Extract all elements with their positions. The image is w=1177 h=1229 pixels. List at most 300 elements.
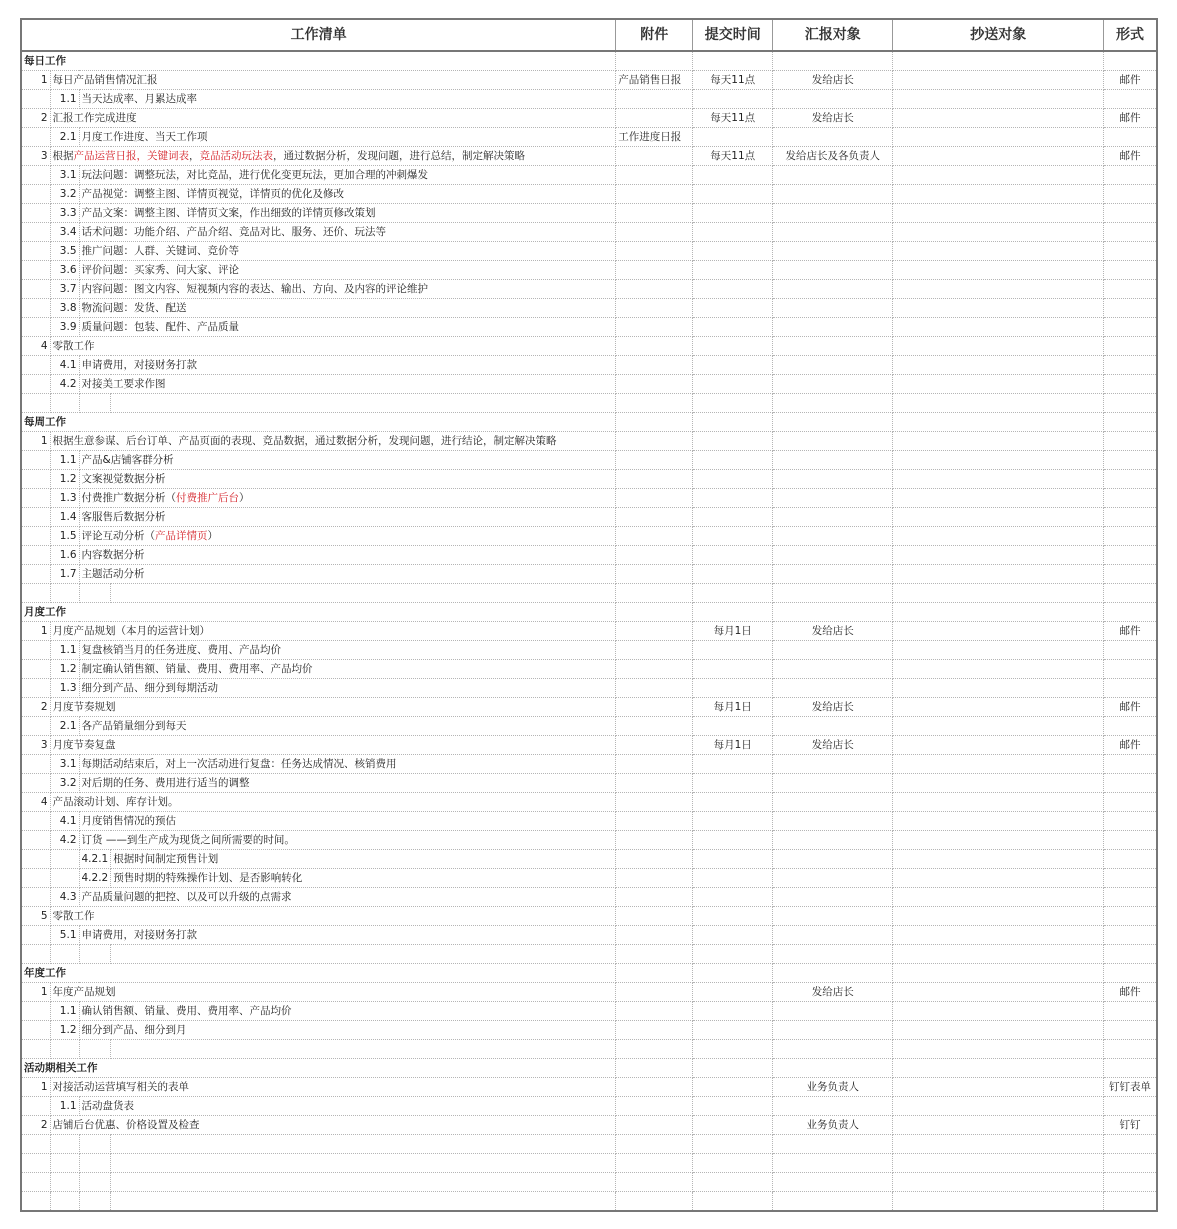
cc-cell[interactable] — [893, 641, 1104, 660]
indent-cell[interactable] — [21, 470, 50, 489]
task-text[interactable]: 订货 ——到生产成为现货之间所需要的时间。 — [79, 831, 616, 850]
indent-cell[interactable] — [21, 223, 50, 242]
task-number[interactable]: 4 — [21, 337, 50, 356]
attachment-cell[interactable] — [616, 546, 693, 565]
attachment-cell[interactable] — [616, 223, 693, 242]
task-text[interactable]: 制定确认销售额、销量、费用、费用率、产品均价 — [79, 660, 616, 679]
blank-cell[interactable] — [50, 1040, 79, 1059]
format-cell[interactable] — [1104, 641, 1157, 660]
report-cell[interactable] — [773, 1192, 893, 1212]
task-text[interactable]: 汇报工作完成进度 — [50, 109, 616, 128]
format-cell[interactable] — [1104, 964, 1157, 983]
task-number[interactable]: 3.8 — [50, 299, 79, 318]
report-cell[interactable] — [773, 964, 893, 983]
attachment-cell[interactable] — [616, 850, 693, 869]
format-cell[interactable] — [1104, 945, 1157, 964]
time-cell[interactable] — [693, 375, 773, 394]
cc-cell[interactable] — [893, 907, 1104, 926]
cc-cell[interactable] — [893, 812, 1104, 831]
cc-cell[interactable] — [893, 394, 1104, 413]
cc-cell[interactable] — [893, 869, 1104, 888]
task-text[interactable]: 内容数据分析 — [79, 546, 616, 565]
section-title[interactable]: 年度工作 — [21, 964, 616, 983]
blank-cell[interactable] — [111, 394, 616, 413]
attachment-cell[interactable] — [616, 1192, 693, 1212]
attachment-cell[interactable] — [616, 831, 693, 850]
header-format[interactable]: 形式 — [1104, 19, 1157, 51]
format-cell[interactable] — [1104, 375, 1157, 394]
cc-cell[interactable] — [893, 223, 1104, 242]
cc-cell[interactable] — [893, 1173, 1104, 1192]
attachment-cell[interactable] — [616, 280, 693, 299]
report-cell[interactable] — [773, 565, 893, 584]
cc-cell[interactable] — [893, 983, 1104, 1002]
cc-cell[interactable] — [893, 774, 1104, 793]
indent-cell[interactable] — [21, 546, 50, 565]
cc-cell[interactable] — [893, 1021, 1104, 1040]
attachment-cell[interactable] — [616, 603, 693, 622]
attachment-cell[interactable] — [616, 907, 693, 926]
format-cell[interactable] — [1104, 1040, 1157, 1059]
cc-cell[interactable] — [893, 584, 1104, 603]
time-cell[interactable] — [693, 679, 773, 698]
report-cell[interactable]: 发给店长 — [773, 109, 893, 128]
attachment-cell[interactable] — [616, 622, 693, 641]
indent-cell[interactable] — [21, 1002, 50, 1021]
attachment-cell[interactable] — [616, 736, 693, 755]
time-cell[interactable] — [693, 242, 773, 261]
task-text[interactable]: 产品视觉：调整主图、详情页视觉，详情页的优化及修改 — [79, 185, 616, 204]
task-text[interactable]: 话术问题：功能介绍、产品介绍、竞品对比、服务、还价、玩法等 — [79, 223, 616, 242]
task-text[interactable]: 产品滚动计划、库存计划。 — [50, 793, 616, 812]
time-cell[interactable] — [693, 413, 773, 432]
section-title[interactable]: 每日工作 — [21, 51, 616, 71]
format-cell[interactable] — [1104, 356, 1157, 375]
format-cell[interactable] — [1104, 432, 1157, 451]
report-cell[interactable] — [773, 1021, 893, 1040]
time-cell[interactable] — [693, 1192, 773, 1212]
cc-cell[interactable] — [893, 831, 1104, 850]
task-text[interactable]: 细分到产品、细分到月 — [79, 1021, 616, 1040]
report-cell[interactable] — [773, 812, 893, 831]
format-cell[interactable] — [1104, 204, 1157, 223]
report-cell[interactable] — [773, 1040, 893, 1059]
time-cell[interactable] — [693, 451, 773, 470]
task-text[interactable]: 产品质量问题的把控、以及可以升级的点需求 — [79, 888, 616, 907]
cc-cell[interactable] — [893, 964, 1104, 983]
time-cell[interactable] — [693, 945, 773, 964]
report-cell[interactable] — [773, 128, 893, 147]
attachment-cell[interactable] — [616, 584, 693, 603]
time-cell[interactable] — [693, 964, 773, 983]
time-cell[interactable]: 每月1日 — [693, 622, 773, 641]
format-cell[interactable] — [1104, 451, 1157, 470]
task-text[interactable]: 每期活动结束后，对上一次活动进行复盘：任务达成情况、核销费用 — [79, 755, 616, 774]
task-text[interactable] — [79, 527, 616, 546]
header-attachment[interactable]: 附件 — [616, 19, 693, 51]
task-text[interactable]: 对后期的任务、费用进行适当的调整 — [79, 774, 616, 793]
cc-cell[interactable] — [893, 280, 1104, 299]
cc-cell[interactable] — [893, 432, 1104, 451]
task-text[interactable]: 产品文案：调整主图、详情页文案，作出细致的详情页修改策划 — [79, 204, 616, 223]
task-number[interactable]: 1 — [21, 432, 50, 451]
indent-cell[interactable] — [21, 375, 50, 394]
indent-cell[interactable] — [21, 850, 50, 869]
task-number[interactable]: 2.1 — [50, 717, 79, 736]
task-number[interactable]: 4.1 — [50, 356, 79, 375]
time-cell[interactable] — [693, 641, 773, 660]
format-cell[interactable] — [1104, 337, 1157, 356]
cc-cell[interactable] — [893, 546, 1104, 565]
indent-cell[interactable] — [21, 204, 50, 223]
blank-cell[interactable] — [21, 1040, 50, 1059]
report-cell[interactable]: 发给店长及各负责人 — [773, 147, 893, 166]
report-cell[interactable] — [773, 508, 893, 527]
blank-cell[interactable] — [79, 394, 111, 413]
cc-cell[interactable] — [893, 299, 1104, 318]
time-cell[interactable] — [693, 1116, 773, 1135]
blank-cell[interactable] — [79, 1040, 111, 1059]
task-number[interactable]: 1.2 — [50, 470, 79, 489]
report-cell[interactable]: 发给店长 — [773, 698, 893, 717]
time-cell[interactable] — [693, 51, 773, 71]
report-cell[interactable] — [773, 546, 893, 565]
indent-cell[interactable] — [21, 565, 50, 584]
report-cell[interactable] — [773, 831, 893, 850]
report-cell[interactable] — [773, 356, 893, 375]
time-cell[interactable] — [693, 660, 773, 679]
attachment-cell[interactable] — [616, 793, 693, 812]
report-cell[interactable] — [773, 394, 893, 413]
time-cell[interactable] — [693, 983, 773, 1002]
format-cell[interactable]: 邮件 — [1104, 147, 1157, 166]
attachment-cell[interactable] — [616, 1078, 693, 1097]
format-cell[interactable]: 钉钉 — [1104, 1116, 1157, 1135]
attachment-cell[interactable] — [616, 774, 693, 793]
attachment-cell[interactable] — [616, 451, 693, 470]
task-text[interactable]: 产品&店铺客群分析 — [79, 451, 616, 470]
report-cell[interactable]: 业务负责人 — [773, 1078, 893, 1097]
attachment-cell[interactable] — [616, 641, 693, 660]
task-text[interactable] — [79, 489, 616, 508]
indent-cell[interactable] — [21, 489, 50, 508]
time-cell[interactable] — [693, 356, 773, 375]
cc-cell[interactable] — [893, 1192, 1104, 1212]
cc-cell[interactable] — [893, 1097, 1104, 1116]
blank-cell[interactable] — [21, 1173, 50, 1192]
blank-cell[interactable] — [50, 1154, 79, 1173]
indent-cell[interactable] — [21, 451, 50, 470]
blank-cell[interactable] — [50, 1135, 79, 1154]
report-cell[interactable] — [773, 299, 893, 318]
format-cell[interactable] — [1104, 907, 1157, 926]
format-cell[interactable] — [1104, 166, 1157, 185]
time-cell[interactable] — [693, 508, 773, 527]
task-number[interactable]: 1.6 — [50, 546, 79, 565]
task-number[interactable]: 1 — [21, 1078, 50, 1097]
format-cell[interactable] — [1104, 1097, 1157, 1116]
indent-cell[interactable] — [21, 926, 50, 945]
attachment-cell[interactable] — [616, 242, 693, 261]
attachment-cell[interactable] — [616, 51, 693, 71]
attachment-cell[interactable] — [616, 1154, 693, 1173]
blank-cell[interactable] — [50, 1173, 79, 1192]
attachment-cell[interactable] — [616, 432, 693, 451]
cc-cell[interactable] — [893, 166, 1104, 185]
attachment-cell[interactable] — [616, 470, 693, 489]
blank-cell[interactable] — [21, 584, 50, 603]
indent-cell[interactable] — [21, 755, 50, 774]
attachment-cell[interactable] — [616, 698, 693, 717]
attachment-cell[interactable] — [616, 1135, 693, 1154]
format-cell[interactable] — [1104, 1021, 1157, 1040]
cc-cell[interactable] — [893, 565, 1104, 584]
blank-cell[interactable] — [50, 945, 79, 964]
task-number[interactable]: 2.1 — [50, 128, 79, 147]
cc-cell[interactable] — [893, 660, 1104, 679]
report-cell[interactable] — [773, 774, 893, 793]
time-cell[interactable] — [693, 1021, 773, 1040]
indent-cell[interactable] — [21, 641, 50, 660]
format-cell[interactable] — [1104, 546, 1157, 565]
time-cell[interactable] — [693, 888, 773, 907]
time-cell[interactable] — [693, 204, 773, 223]
task-text[interactable]: 复盘核销当月的任务进度、费用、产品均价 — [79, 641, 616, 660]
task-text[interactable]: 质量问题：包装、配件、产品质量 — [79, 318, 616, 337]
report-cell[interactable] — [773, 1002, 893, 1021]
attachment-cell[interactable] — [616, 1097, 693, 1116]
task-number[interactable]: 4.2.1 — [79, 850, 111, 869]
report-cell[interactable]: 发给店长 — [773, 736, 893, 755]
indent-cell[interactable] — [21, 356, 50, 375]
time-cell[interactable]: 每月1日 — [693, 698, 773, 717]
time-cell[interactable] — [693, 337, 773, 356]
format-cell[interactable] — [1104, 1059, 1157, 1078]
task-text[interactable]: 根据时间制定预售计划 — [111, 850, 616, 869]
report-cell[interactable] — [773, 907, 893, 926]
attachment-cell[interactable] — [616, 337, 693, 356]
task-text[interactable]: 对接美工要求作图 — [79, 375, 616, 394]
indent-cell[interactable] — [21, 717, 50, 736]
cc-cell[interactable] — [893, 1116, 1104, 1135]
indent-cell[interactable] — [21, 812, 50, 831]
task-text[interactable]: 店铺后台优惠、价格设置及检查 — [50, 1116, 616, 1135]
cc-cell[interactable] — [893, 204, 1104, 223]
attachment-cell[interactable] — [616, 489, 693, 508]
format-cell[interactable] — [1104, 128, 1157, 147]
cc-cell[interactable] — [893, 185, 1104, 204]
time-cell[interactable] — [693, 299, 773, 318]
task-text[interactable]: 零散工作 — [50, 907, 616, 926]
attachment-cell[interactable] — [616, 185, 693, 204]
cc-cell[interactable] — [893, 508, 1104, 527]
attachment-cell[interactable] — [616, 926, 693, 945]
attachment-cell[interactable] — [616, 717, 693, 736]
blank-cell[interactable] — [79, 584, 111, 603]
task-number[interactable]: 2 — [21, 109, 50, 128]
time-cell[interactable] — [693, 527, 773, 546]
time-cell[interactable] — [693, 869, 773, 888]
indent-cell[interactable] — [21, 242, 50, 261]
header-checklist[interactable]: 工作清单 — [21, 19, 616, 51]
task-text[interactable]: 月度节奏规划 — [50, 698, 616, 717]
task-number[interactable]: 3.4 — [50, 223, 79, 242]
format-cell[interactable] — [1104, 717, 1157, 736]
section-title[interactable]: 每周工作 — [21, 413, 616, 432]
indent-cell[interactable] — [21, 869, 50, 888]
indent-cell[interactable] — [21, 508, 50, 527]
task-number[interactable]: 3 — [21, 147, 50, 166]
time-cell[interactable] — [693, 926, 773, 945]
blank-cell[interactable] — [79, 945, 111, 964]
report-cell[interactable]: 业务负责人 — [773, 1116, 893, 1135]
format-cell[interactable] — [1104, 318, 1157, 337]
task-text[interactable]: 月度工作进度、当天工作项 — [79, 128, 616, 147]
task-text[interactable]: 物流问题：发货、配送 — [79, 299, 616, 318]
blank-cell[interactable] — [21, 1135, 50, 1154]
cc-cell[interactable] — [893, 337, 1104, 356]
task-number[interactable]: 1.1 — [50, 90, 79, 109]
cc-cell[interactable] — [893, 755, 1104, 774]
report-cell[interactable] — [773, 337, 893, 356]
format-cell[interactable]: 钉钉表单 — [1104, 1078, 1157, 1097]
task-number[interactable]: 3.2 — [50, 774, 79, 793]
format-cell[interactable] — [1104, 831, 1157, 850]
cc-cell[interactable] — [893, 679, 1104, 698]
time-cell[interactable] — [693, 793, 773, 812]
attachment-cell[interactable] — [616, 90, 693, 109]
report-cell[interactable] — [773, 242, 893, 261]
attachment-cell[interactable] — [616, 945, 693, 964]
blank-cell[interactable] — [111, 584, 616, 603]
cc-cell[interactable] — [893, 242, 1104, 261]
attachment-cell[interactable] — [616, 1173, 693, 1192]
task-text[interactable]: 月度销售情况的预估 — [79, 812, 616, 831]
task-text[interactable]: 确认销售额、销量、费用、费用率、产品均价 — [79, 1002, 616, 1021]
task-text[interactable]: 月度节奏复盘 — [50, 736, 616, 755]
format-cell[interactable] — [1104, 527, 1157, 546]
format-cell[interactable] — [1104, 185, 1157, 204]
time-cell[interactable] — [693, 717, 773, 736]
task-number[interactable]: 1.2 — [50, 660, 79, 679]
format-cell[interactable] — [1104, 394, 1157, 413]
section-title[interactable]: 月度工作 — [21, 603, 616, 622]
format-cell[interactable] — [1104, 850, 1157, 869]
report-cell[interactable] — [773, 584, 893, 603]
indent-cell[interactable] — [21, 128, 50, 147]
header-submit-time[interactable]: 提交时间 — [693, 19, 773, 51]
cc-cell[interactable] — [893, 1002, 1104, 1021]
task-number[interactable]: 3.2 — [50, 185, 79, 204]
cc-cell[interactable] — [893, 888, 1104, 907]
attachment-cell[interactable] — [616, 109, 693, 128]
blank-cell[interactable] — [79, 1154, 111, 1173]
cc-cell[interactable] — [893, 1059, 1104, 1078]
attachment-cell[interactable] — [616, 527, 693, 546]
task-number[interactable]: 3.1 — [50, 755, 79, 774]
blank-cell[interactable] — [21, 1192, 50, 1212]
time-cell[interactable] — [693, 1059, 773, 1078]
task-text[interactable]: 预售时期的特殊操作计划、是否影响转化 — [111, 869, 616, 888]
format-cell[interactable]: 邮件 — [1104, 983, 1157, 1002]
format-cell[interactable] — [1104, 470, 1157, 489]
task-number[interactable]: 3.1 — [50, 166, 79, 185]
blank-cell[interactable] — [79, 1135, 111, 1154]
time-cell[interactable] — [693, 318, 773, 337]
time-cell[interactable] — [693, 812, 773, 831]
format-cell[interactable]: 邮件 — [1104, 698, 1157, 717]
task-number[interactable]: 1.5 — [50, 527, 79, 546]
cc-cell[interactable] — [893, 622, 1104, 641]
indent-cell[interactable] — [21, 1021, 50, 1040]
format-cell[interactable] — [1104, 774, 1157, 793]
task-text[interactable]: 推广问题：人群、关键词、竞价等 — [79, 242, 616, 261]
attachment-cell[interactable] — [616, 508, 693, 527]
indent-cell[interactable] — [50, 869, 79, 888]
cc-cell[interactable] — [893, 109, 1104, 128]
task-text[interactable]: 月度产品规划（本月的运营计划） — [50, 622, 616, 641]
format-cell[interactable] — [1104, 1002, 1157, 1021]
cc-cell[interactable] — [893, 698, 1104, 717]
format-cell[interactable] — [1104, 90, 1157, 109]
cc-cell[interactable] — [893, 413, 1104, 432]
task-text[interactable]: 文案视觉数据分析 — [79, 470, 616, 489]
time-cell[interactable] — [693, 90, 773, 109]
attachment-cell[interactable] — [616, 660, 693, 679]
report-cell[interactable]: 发给店长 — [773, 983, 893, 1002]
task-text[interactable]: 细分到产品、细分到每期活动 — [79, 679, 616, 698]
task-text[interactable]: 当天达成率、月累达成率 — [79, 90, 616, 109]
time-cell[interactable] — [693, 166, 773, 185]
time-cell[interactable] — [693, 1078, 773, 1097]
attachment-cell[interactable] — [616, 1002, 693, 1021]
time-cell[interactable] — [693, 755, 773, 774]
attachment-cell[interactable] — [616, 888, 693, 907]
indent-cell[interactable] — [50, 850, 79, 869]
format-cell[interactable] — [1104, 603, 1157, 622]
cc-cell[interactable] — [893, 1040, 1104, 1059]
report-cell[interactable] — [773, 318, 893, 337]
task-number[interactable]: 2 — [21, 698, 50, 717]
task-number[interactable]: 4.2 — [50, 831, 79, 850]
cc-cell[interactable] — [893, 527, 1104, 546]
task-number[interactable]: 3.3 — [50, 204, 79, 223]
cc-cell[interactable] — [893, 51, 1104, 71]
time-cell[interactable] — [693, 185, 773, 204]
task-number[interactable]: 5.1 — [50, 926, 79, 945]
task-text[interactable]: 内容问题：图文内容、短视频内容的表达、输出、方向、及内容的评论维护 — [79, 280, 616, 299]
task-number[interactable]: 1 — [21, 71, 50, 90]
indent-cell[interactable] — [21, 261, 50, 280]
attachment-cell[interactable] — [616, 166, 693, 185]
report-cell[interactable] — [773, 280, 893, 299]
task-text[interactable]: 主题活动分析 — [79, 565, 616, 584]
task-number[interactable]: 4.2 — [50, 375, 79, 394]
cc-cell[interactable] — [893, 736, 1104, 755]
format-cell[interactable] — [1104, 223, 1157, 242]
attachment-cell[interactable] — [616, 261, 693, 280]
report-cell[interactable] — [773, 850, 893, 869]
time-cell[interactable] — [693, 394, 773, 413]
format-cell[interactable]: 邮件 — [1104, 109, 1157, 128]
task-number[interactable]: 3.9 — [50, 318, 79, 337]
blank-cell[interactable] — [111, 1135, 616, 1154]
indent-cell[interactable] — [21, 774, 50, 793]
report-cell[interactable] — [773, 1154, 893, 1173]
time-cell[interactable] — [693, 1173, 773, 1192]
report-cell[interactable] — [773, 432, 893, 451]
task-number[interactable]: 5 — [21, 907, 50, 926]
